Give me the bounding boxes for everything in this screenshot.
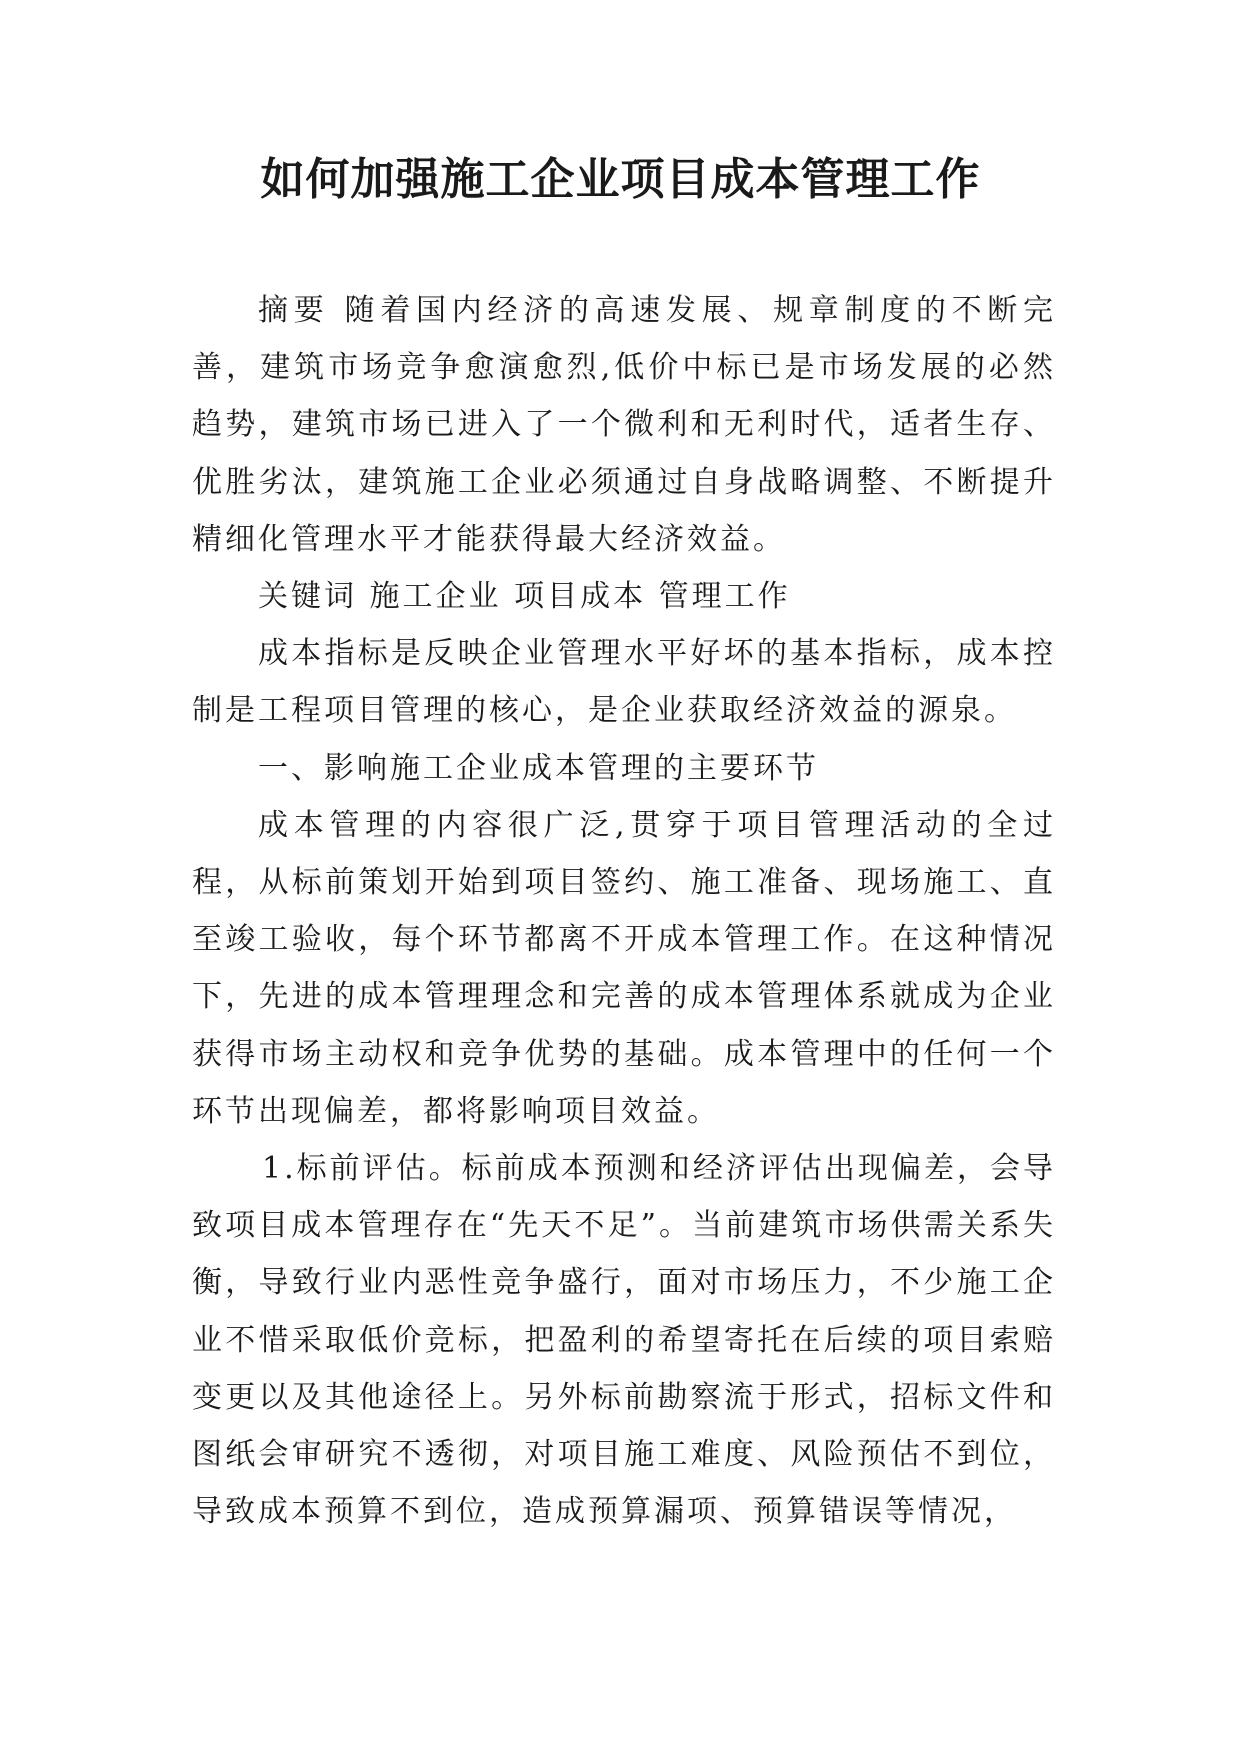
numbered-paragraph: 1.标前评估。标前成本预测和经济评估出现偏差，会导致项目成本管理存在“先天不足”。当前建筑市场供需关系失衡，导致行业内恶性竞争盛行，面对市场压力，不少施工企业不惜采取低价竞标，把盈利的希望寄托在后续的项目索赔变更以及其他途径上。另外标前勘察流于形式，招标文件和图纸会审研究不透彻，对项目施工难度、风险预估不到位，导致成本预算不到位，造成预算漏项、预算错误等情况， xyxy=(192,1151,1056,1530)
body-paragraph: 成本管理的内容很广泛,贯穿于项目管理活动的全过程，从标前策划开始到项目签约、施工准备、现场施工、直至竣工验收，每个环节都离不开成本管理工作。在这种情况下，先进的成本管理理念和完善的成本管理体系就成为企业获得市场主动权和竞争优势的基础。成本管理中的任何一个环节出现偏差，都将影响项目效益。 xyxy=(192,807,1056,1129)
document-title: 如何加强施工企业项目成本管理工作 xyxy=(260,154,981,205)
keywords-paragraph: 关键词 施工企业 项目成本 管理工作 xyxy=(258,579,791,615)
abstract-paragraph: 摘要 随着国内经济的高速发展、规章制度的不断完善，建筑市场竞争愈演愈烈,低价中标已是市场发展的必然趋势，建筑市场已进入了一个微利和无利时代，适者生存、优胜劣汰，建筑施工企业必须通过自身战略调整、不断提升精细化管理水平才能获得最大经济效益。 xyxy=(192,293,1056,557)
document-body xyxy=(192,282,1056,1540)
intro-paragraph: 成本指标是反映企业管理水平好坏的基本指标，成本控制是工程项目管理的核心，是企业获取经济效益的源泉。 xyxy=(192,636,1056,729)
section-heading: 一、影响施工企业成本管理的主要环节 xyxy=(258,750,819,786)
